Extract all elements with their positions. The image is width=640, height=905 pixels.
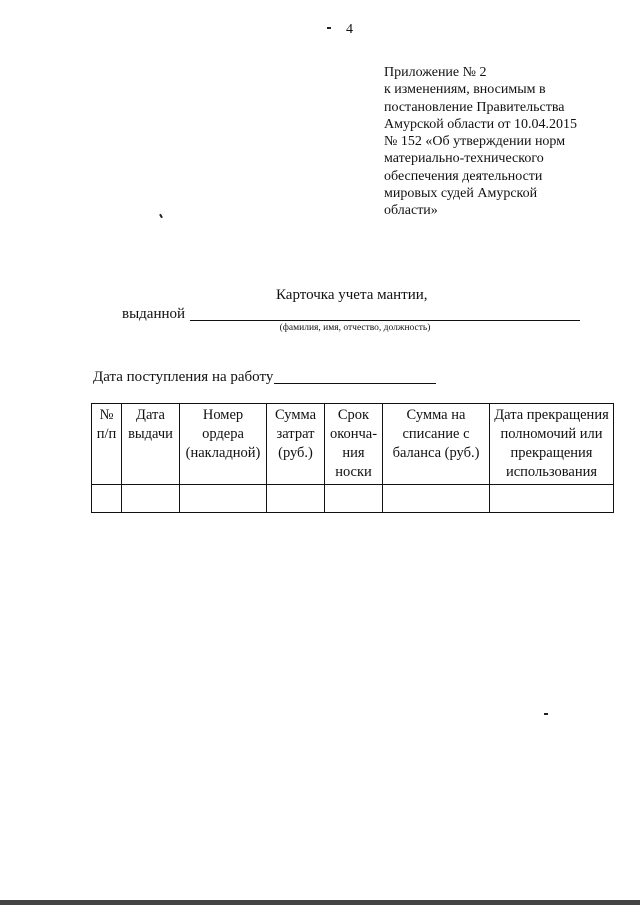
column-header-line: выдачи	[128, 426, 173, 442]
column-header	[267, 404, 325, 485]
page-number: 4	[346, 22, 353, 37]
column-header-line: Срок	[337, 407, 370, 423]
column-header	[180, 404, 267, 485]
column-header-line: оконча-	[329, 426, 378, 442]
ledger-table	[91, 403, 614, 513]
column-header-line: Дата прекращения	[494, 407, 609, 423]
column-header-line: Сумма	[274, 407, 317, 423]
appendix-line: мировых судей Амурской	[384, 186, 538, 202]
column-header	[490, 404, 614, 485]
column-header-line: Дата	[136, 407, 165, 423]
table-cell[interactable]	[383, 485, 490, 513]
column-header-line: (руб.)	[278, 445, 313, 461]
table-cell[interactable]	[325, 485, 383, 513]
appendix-line: Амурской области от 10.04.2015	[384, 116, 577, 132]
ledger-header	[92, 404, 614, 485]
appendix-line: постановление Правительства	[384, 99, 565, 115]
appendix-note	[384, 64, 624, 220]
scan-bottom-edge	[0, 900, 640, 905]
column-header-line: полномочий или	[500, 426, 603, 442]
hire-date-label: Дата поступления на работу	[93, 369, 274, 385]
column-header-line: баланса (руб.)	[392, 445, 480, 461]
column-header-line: (накладной)	[185, 445, 261, 461]
ledger-header-row	[92, 404, 614, 485]
appendix-line: материально-технического	[384, 151, 544, 167]
column-header-line: п/п	[96, 426, 117, 442]
ledger-body	[92, 485, 614, 513]
issued-fill-line[interactable]	[190, 320, 580, 321]
scan-speck	[159, 214, 163, 218]
appendix-line: Приложение № 2	[384, 65, 487, 80]
table-row	[92, 485, 614, 513]
appendix-line: № 152 «Об утверждении норм	[384, 134, 566, 150]
table-cell[interactable]	[267, 485, 325, 513]
scan-speck	[327, 27, 331, 29]
table-cell[interactable]	[92, 485, 122, 513]
column-header	[122, 404, 180, 485]
appendix-line: к изменениям, вносимым в	[384, 82, 546, 98]
column-header-line: ордера	[202, 426, 244, 442]
scan-speck	[544, 713, 548, 715]
table-cell[interactable]	[180, 485, 267, 513]
column-header-line: прекращения	[510, 445, 593, 461]
column-header-line: Сумма на	[406, 407, 466, 423]
column-header-line: носки	[335, 464, 372, 480]
column-header	[325, 404, 383, 485]
hire-date-fill-line[interactable]	[274, 383, 436, 384]
table-cell[interactable]	[122, 485, 180, 513]
appendix-line: области»	[384, 203, 438, 219]
appendix-line: обеспечения деятельности	[384, 168, 543, 184]
column-header-line: ния	[342, 445, 365, 461]
card-title: Карточка учета мантии,	[276, 287, 428, 303]
column-header-line: №	[99, 407, 114, 423]
column-header-line: использования	[505, 464, 598, 480]
column-header	[92, 404, 122, 485]
column-header-line: списание с	[402, 426, 470, 442]
column-header	[383, 404, 490, 485]
issued-label: выданной	[122, 306, 186, 322]
column-header-line: затрат	[276, 426, 315, 442]
table-cell[interactable]	[490, 485, 614, 513]
column-header-line: Номер	[202, 407, 244, 423]
issued-caption: (фамилия, имя, отчество, должность)	[279, 323, 431, 333]
